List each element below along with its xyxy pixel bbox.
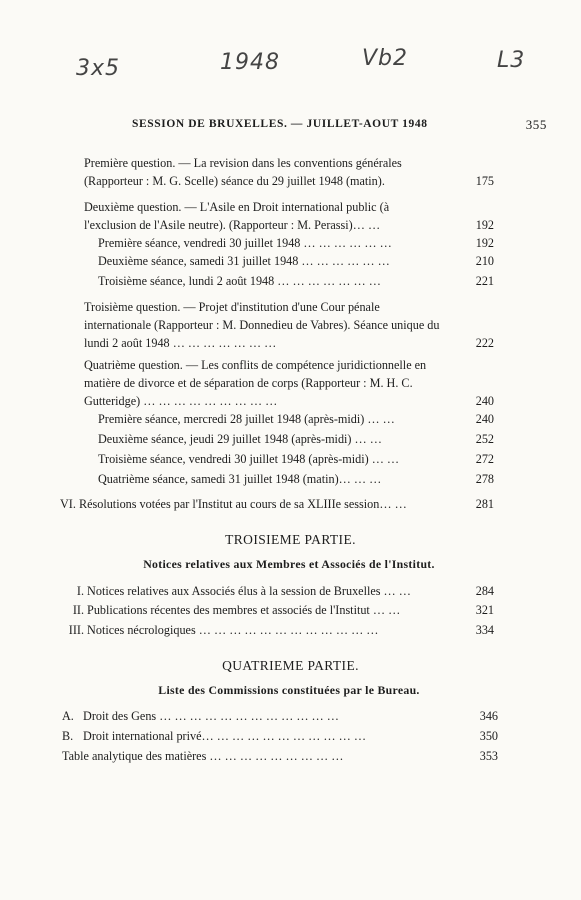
handwritten-note-4: L3 xyxy=(497,48,526,73)
toc-entry-page: 252 xyxy=(470,430,494,448)
toc-entry-q2-s1 xyxy=(98,234,494,252)
item-page: 350 xyxy=(474,727,498,745)
toc-entry-text: Troisième séance, lundi 2 août 1948 … … … … … … … xyxy=(98,274,381,288)
item-text: Table analytique des matières … … … … … … … … … xyxy=(62,749,344,763)
toc-entry-page: 281 xyxy=(470,495,494,513)
part4-title: QUATRIEME PARTIE. xyxy=(222,658,359,673)
toc-entry-text: Quatrième question. — Les conflits de compétence juridictionnelle en matière de divorce et de séparation de corps (Rapporteur : M. H. C. Gutteridge) … … … … … … … … … xyxy=(84,358,427,408)
item-text: Notices relatives aux Associés élus à la session de Bruxelles … … xyxy=(87,584,411,598)
toc-entry-resolutions xyxy=(60,495,494,513)
toc-entry-page: 278 xyxy=(470,470,494,488)
item-page: 284 xyxy=(470,582,494,600)
toc-entry-page: 240 xyxy=(470,410,494,428)
handwritten-note-2: 1948 xyxy=(220,50,280,75)
toc-entry-text: Troisième séance, vendredi 30 juillet 1948 (après-midi) … … xyxy=(98,452,400,466)
running-head-title: SESSION DE BRUXELLES. — JUILLET-AOUT 1948 xyxy=(132,118,428,130)
part4-item-1 xyxy=(62,707,498,725)
item-text: Notices nécrologiques … … … … … … … … … … … … xyxy=(87,623,379,637)
toc-entry-page: 175 xyxy=(475,174,494,188)
toc-entry-q4-s4 xyxy=(98,470,494,488)
item-number: I. xyxy=(76,584,84,598)
part3-item-3 xyxy=(62,621,494,639)
item-page: 334 xyxy=(470,621,494,639)
part3-title: TROISIEME PARTIE. xyxy=(225,532,356,547)
toc-entry-page: 221 xyxy=(470,272,494,290)
toc-entry-page: 240 xyxy=(475,394,494,408)
toc-entry-q2 xyxy=(84,198,494,234)
page-number: 355 xyxy=(525,117,547,132)
part3-item-2 xyxy=(62,601,494,619)
toc-entry-q4-s1 xyxy=(98,410,494,428)
toc-entry-text: Deuxième séance, samedi 31 juillet 1948 … … … … … … xyxy=(98,254,390,268)
part4-item-3 xyxy=(62,747,498,765)
item-number: B. xyxy=(62,729,74,743)
toc-entry-text: Première question. — La revision dans les conventions générales (Rapporteur : M. G. Scelle) séance du 29 juillet 1948 (matin). xyxy=(84,156,402,188)
toc-entry-page: 222 xyxy=(475,336,494,350)
toc-entry-text: Première séance, vendredi 30 juillet 1948 … … … … … … xyxy=(98,236,392,250)
item-number: II. xyxy=(72,603,84,617)
toc-entry-page: 192 xyxy=(470,234,494,252)
toc-entry-q3 xyxy=(84,298,494,352)
item-text: Droit international privé… … … … … … … … … … … xyxy=(83,729,367,743)
toc-entry-q2-s2 xyxy=(98,252,494,270)
part4-subtitle: Liste des Commissions constituées par le Bureau. xyxy=(158,683,420,697)
part3-subtitle: Notices relatives aux Membres et Associés de l'Institut. xyxy=(143,557,435,571)
toc-entry-q4-s3 xyxy=(98,450,494,468)
toc-entry-text: Troisième question. — Projet d'institution d'une Cour pénale internationale (Rapporteur : M. Donnedieu de Vabres). Séance unique du lundi 2 août 1948 … … … … … … … xyxy=(84,300,440,350)
toc-entry-text: Deuxième séance, jeudi 29 juillet 1948 (après-midi) … … xyxy=(98,432,382,446)
item-text: Droit des Gens … … … … … … … … … … … … xyxy=(83,709,339,723)
item-page: 321 xyxy=(470,601,494,619)
toc-entry-q2-s3 xyxy=(98,272,494,290)
toc-entry-q4 xyxy=(84,356,494,410)
item-page: 346 xyxy=(474,707,498,725)
toc-entry-q1 xyxy=(84,154,494,190)
toc-entry-page: 210 xyxy=(470,252,494,270)
part3-item-1 xyxy=(62,582,494,600)
item-number: A. xyxy=(62,709,74,723)
toc-entry-text: VI. Résolutions votées par l'Institut au cours de sa XLIIIe session… … xyxy=(60,497,407,511)
toc-entry-text: Deuxième question. — L'Asile en Droit international public (à l'exclusion de l'Asile neutre). (Rapporteur : M. Perassi)… … xyxy=(84,200,390,232)
item-page: 353 xyxy=(474,747,498,765)
toc-entry-page: 192 xyxy=(475,218,494,232)
handwritten-note-3: Vb2 xyxy=(362,46,409,71)
toc-entry-text: Première séance, mercredi 28 juillet 1948 (après-midi) … … xyxy=(98,412,395,426)
item-number: III. xyxy=(68,623,84,637)
toc-entry-page: 272 xyxy=(470,450,494,468)
item-text: Publications récentes des membres et associés de l'Institut … … xyxy=(87,603,401,617)
toc-entry-q4-s2 xyxy=(98,430,494,448)
toc-entry-text: Quatrième séance, samedi 31 juillet 1948 (matin)… … … xyxy=(98,472,382,486)
part4-item-2 xyxy=(62,727,498,745)
handwritten-note-1: 3x5 xyxy=(76,56,121,81)
